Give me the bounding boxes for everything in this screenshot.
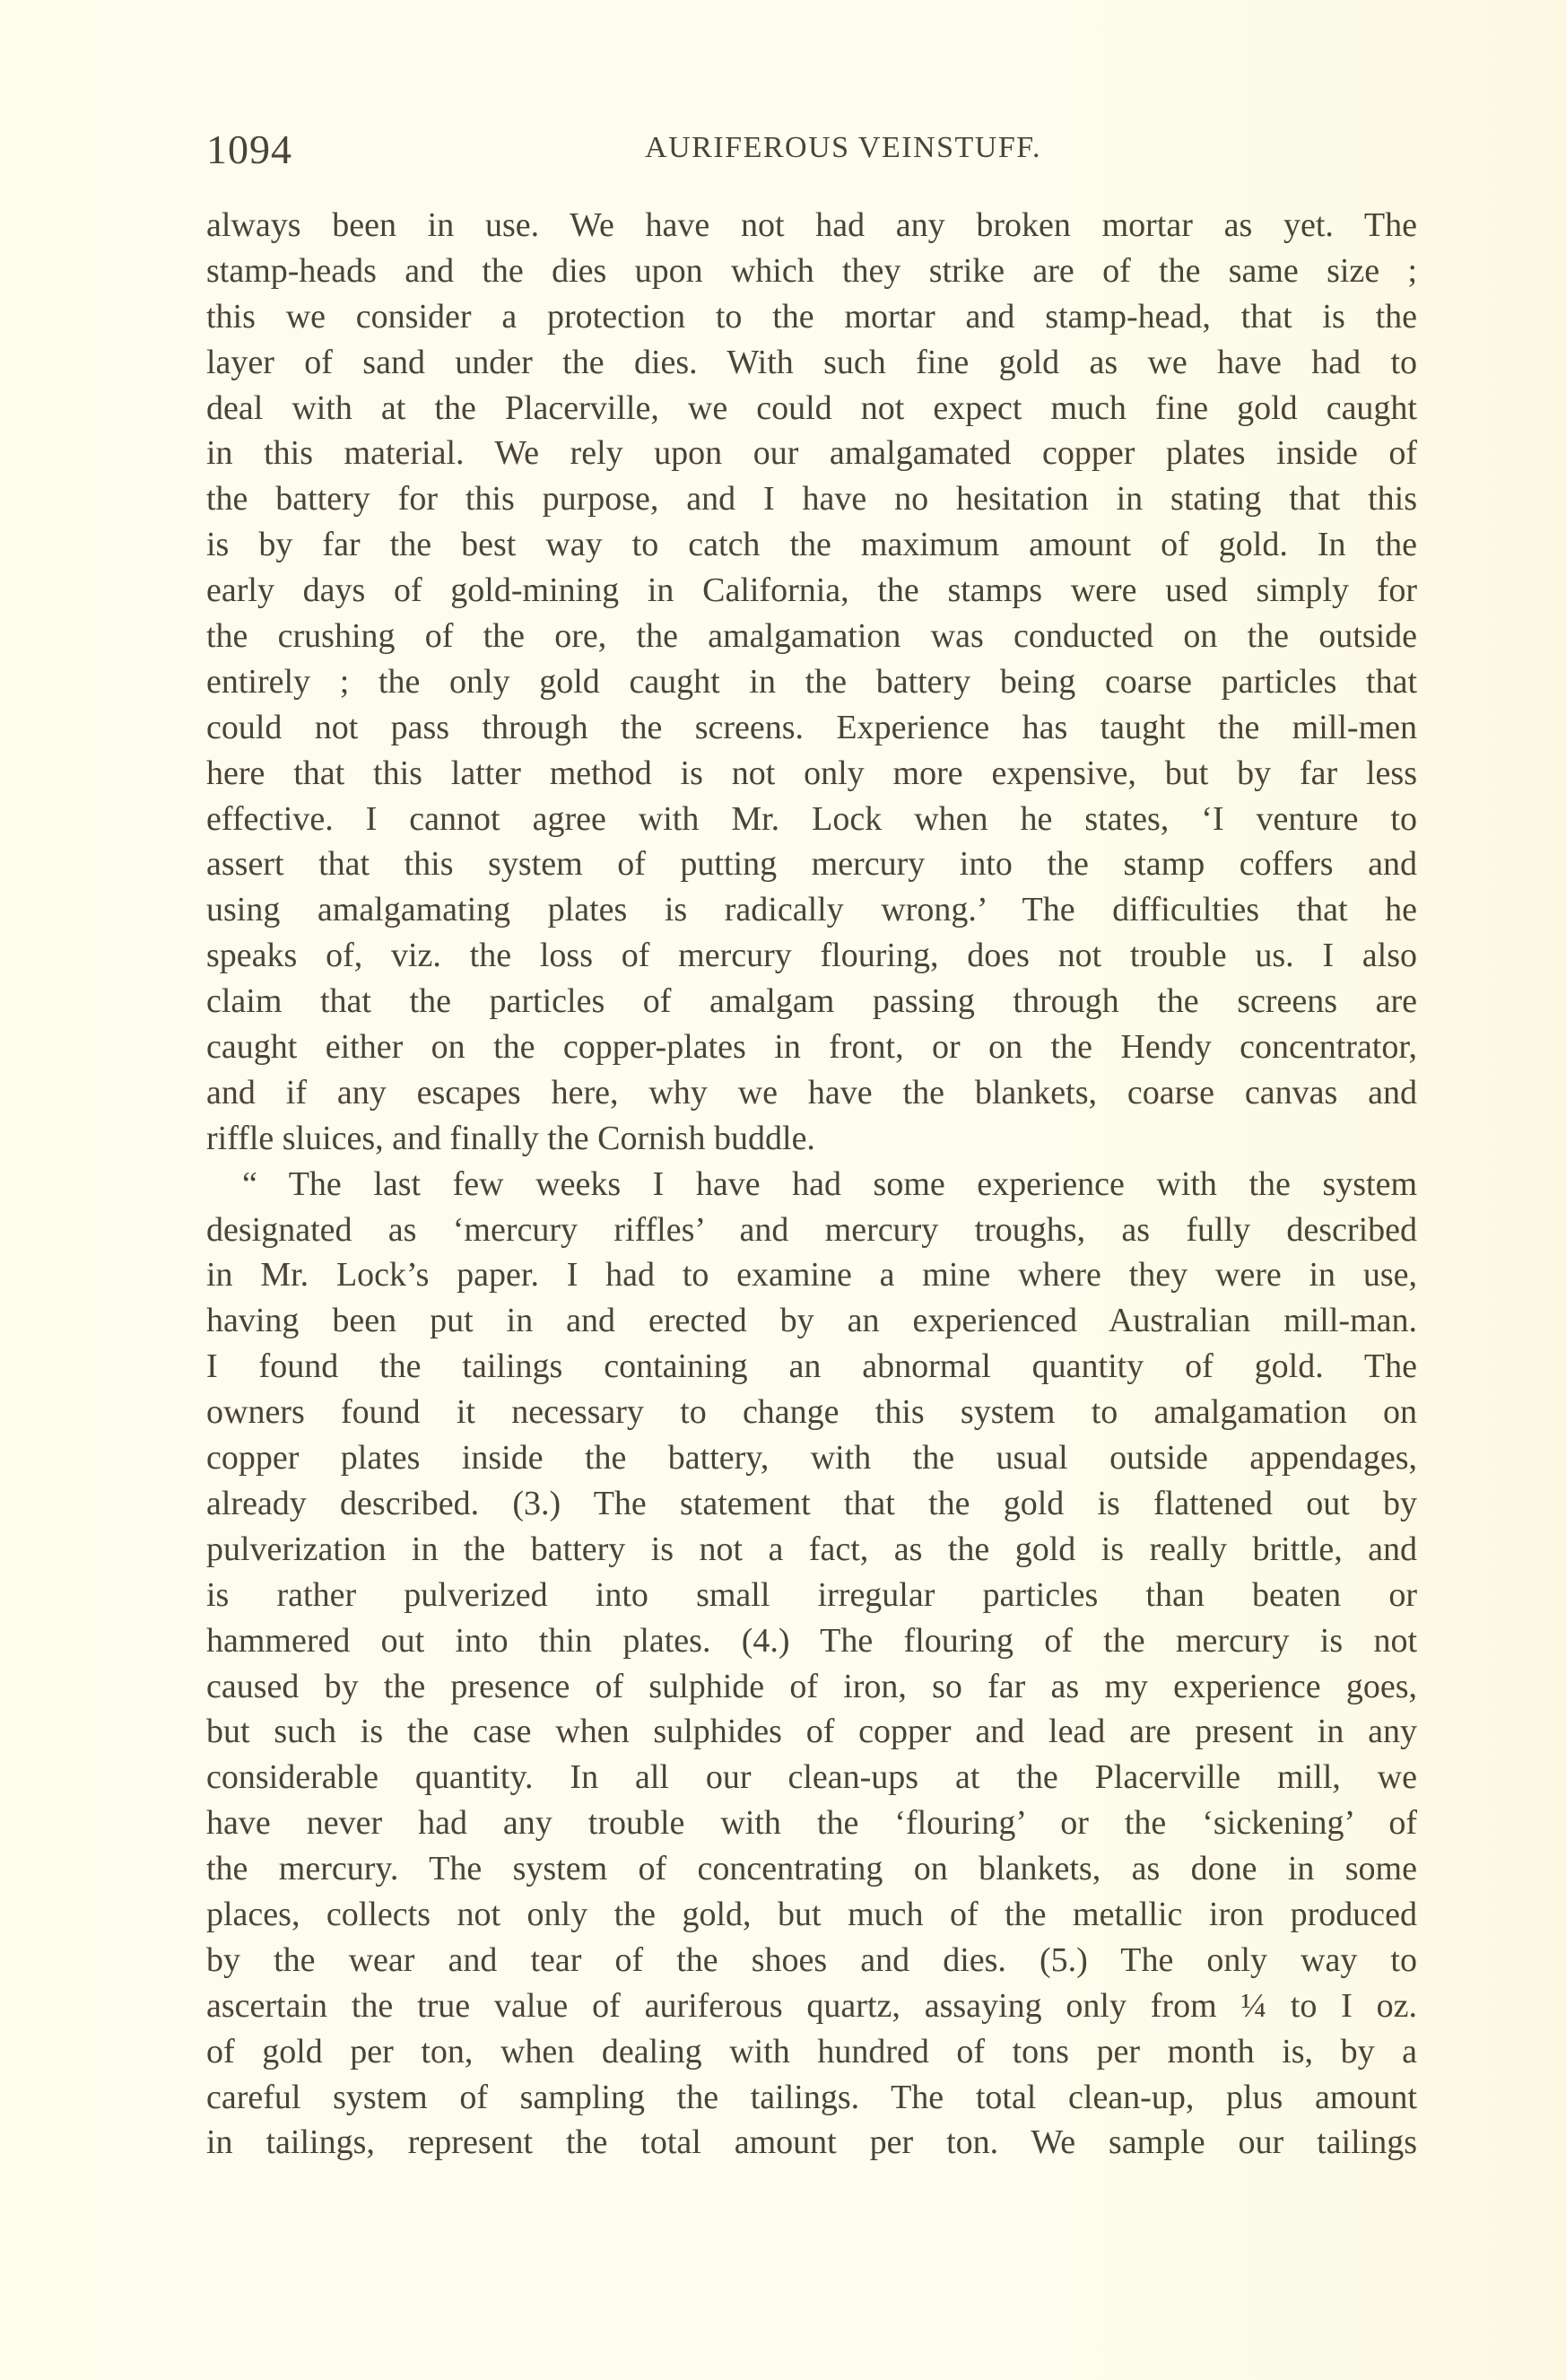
text-line: effective. I cannot agree with Mr. Lock when he states, ‘I venture to bbox=[206, 799, 1417, 838]
text-line: hammered out into thin plates. (4.) The flouring of the mercury is not bbox=[206, 1621, 1417, 1660]
text-line: pulverization in the battery is not a fact, as the gold is really brittle, and bbox=[206, 1530, 1417, 1568]
text-line: entirely ; the only gold caught in the battery being coarse particles that bbox=[206, 662, 1417, 701]
text-line: assert that this system of putting mercury into the stamp coffers and bbox=[206, 845, 1417, 884]
text-line: is rather pulverized into small irregular particles than beaten or bbox=[206, 1575, 1417, 1614]
text-line: have never had any trouble with the ‘flouring’ or the ‘sickening’ of bbox=[206, 1804, 1417, 1843]
text-line: caught either on the copper-plates in front, or on the Hendy concentrator, bbox=[206, 1028, 1417, 1067]
text-line: stamp-heads and the dies upon which they strike are of the same size ; bbox=[206, 251, 1417, 290]
text-line: owners found it necessary to change this system to amalgamation on bbox=[206, 1393, 1417, 1432]
text-line: speaks of, viz. the loss of mercury flouring, does not trouble us. I also bbox=[206, 937, 1417, 975]
text-line: already described. (3.) The statement that the gold is flattened out by bbox=[206, 1484, 1417, 1522]
body-text bbox=[206, 203, 1417, 2166]
text-line: caused by the presence of sulphide of iron, so far as my experience goes, bbox=[206, 1667, 1417, 1705]
running-head bbox=[206, 126, 1417, 170]
text-line: in Mr. Lock’s paper. I had to examine a mine where they were in use, bbox=[206, 1256, 1417, 1295]
text-line: layer of sand under the dies. With such fine gold as we have had to bbox=[206, 343, 1417, 381]
text-line: designated as ‘mercury riffles’ and mercury troughs, as fully described bbox=[206, 1210, 1417, 1249]
text-line: careful system of sampling the tailings. The total clean-up, plus amount bbox=[206, 2078, 1417, 2116]
text-line: always been in use. We have not had any broken mortar as yet. The bbox=[206, 206, 1417, 244]
text-line: the battery for this purpose, and I have no hesitation in stating that this bbox=[206, 480, 1417, 519]
text-line: early days of gold-mining in California, the stamps were used simply for bbox=[206, 571, 1417, 610]
text-line: the crushing of the ore, the amalgamation was conducted on the outside bbox=[206, 617, 1417, 656]
text-line: by the wear and tear of the shoes and dies. (5.) The only way to bbox=[206, 1940, 1417, 1979]
text-line: the mercury. The system of concentrating on blankets, as done in some bbox=[206, 1850, 1417, 1888]
text-line: but such is the case when sulphides of copper and lead are present in any bbox=[206, 1713, 1417, 1751]
text-line: using amalgamating plates is radically wrong.’ The difficulties that he bbox=[206, 891, 1417, 929]
text-line: places, collects not only the gold, but much of the metallic iron produced bbox=[206, 1895, 1417, 1933]
text-line: having been put in and erected by an experienced Australian mill-man. bbox=[206, 1302, 1417, 1340]
text-line: “ The last few weeks I have had some experience with the system bbox=[242, 1164, 1417, 1203]
text-line: considerable quantity. In all our clean-ups at the Placerville mill, we bbox=[206, 1758, 1417, 1797]
text-line: copper plates inside the battery, with the usual outside appendages, bbox=[206, 1439, 1417, 1478]
text-line: is by far the best way to catch the maximum amount of gold. In the bbox=[206, 526, 1417, 564]
running-head-title: AURIFEROUS VEINSTUFF. bbox=[645, 131, 1041, 164]
text-line: in this material. We rely upon our amalgamated copper plates inside of bbox=[206, 434, 1417, 473]
text-line: claim that the particles of amalgam passing through the screens are bbox=[206, 982, 1417, 1021]
text-line: I found the tailings containing an abnormal quantity of gold. The bbox=[206, 1347, 1417, 1386]
text-line: here that this latter method is not only more expensive, but by far less bbox=[206, 754, 1417, 792]
text-line: deal with at the Placerville, we could not expect much fine gold caught bbox=[206, 388, 1417, 427]
page-number: 1094 bbox=[206, 126, 292, 172]
text-line: ascertain the true value of auriferous quartz, assaying only from ¼ to I oz. bbox=[206, 1986, 1417, 2025]
text-line: in tailings, represent the total amount per ton. We sample our tailings bbox=[206, 2123, 1417, 2162]
text-line: riffle sluices, and finally the Cornish buddle. bbox=[206, 1119, 815, 1157]
text-line: could not pass through the screens. Experience has taught the mill-men bbox=[206, 708, 1417, 746]
text-line: this we consider a protection to the mortar and stamp-head, that is the bbox=[206, 297, 1417, 336]
text-line: and if any escapes here, why we have the blankets, coarse canvas and bbox=[206, 1073, 1417, 1112]
text-line: of gold per ton, when dealing with hundred of tons per month is, by a bbox=[206, 2032, 1417, 2071]
